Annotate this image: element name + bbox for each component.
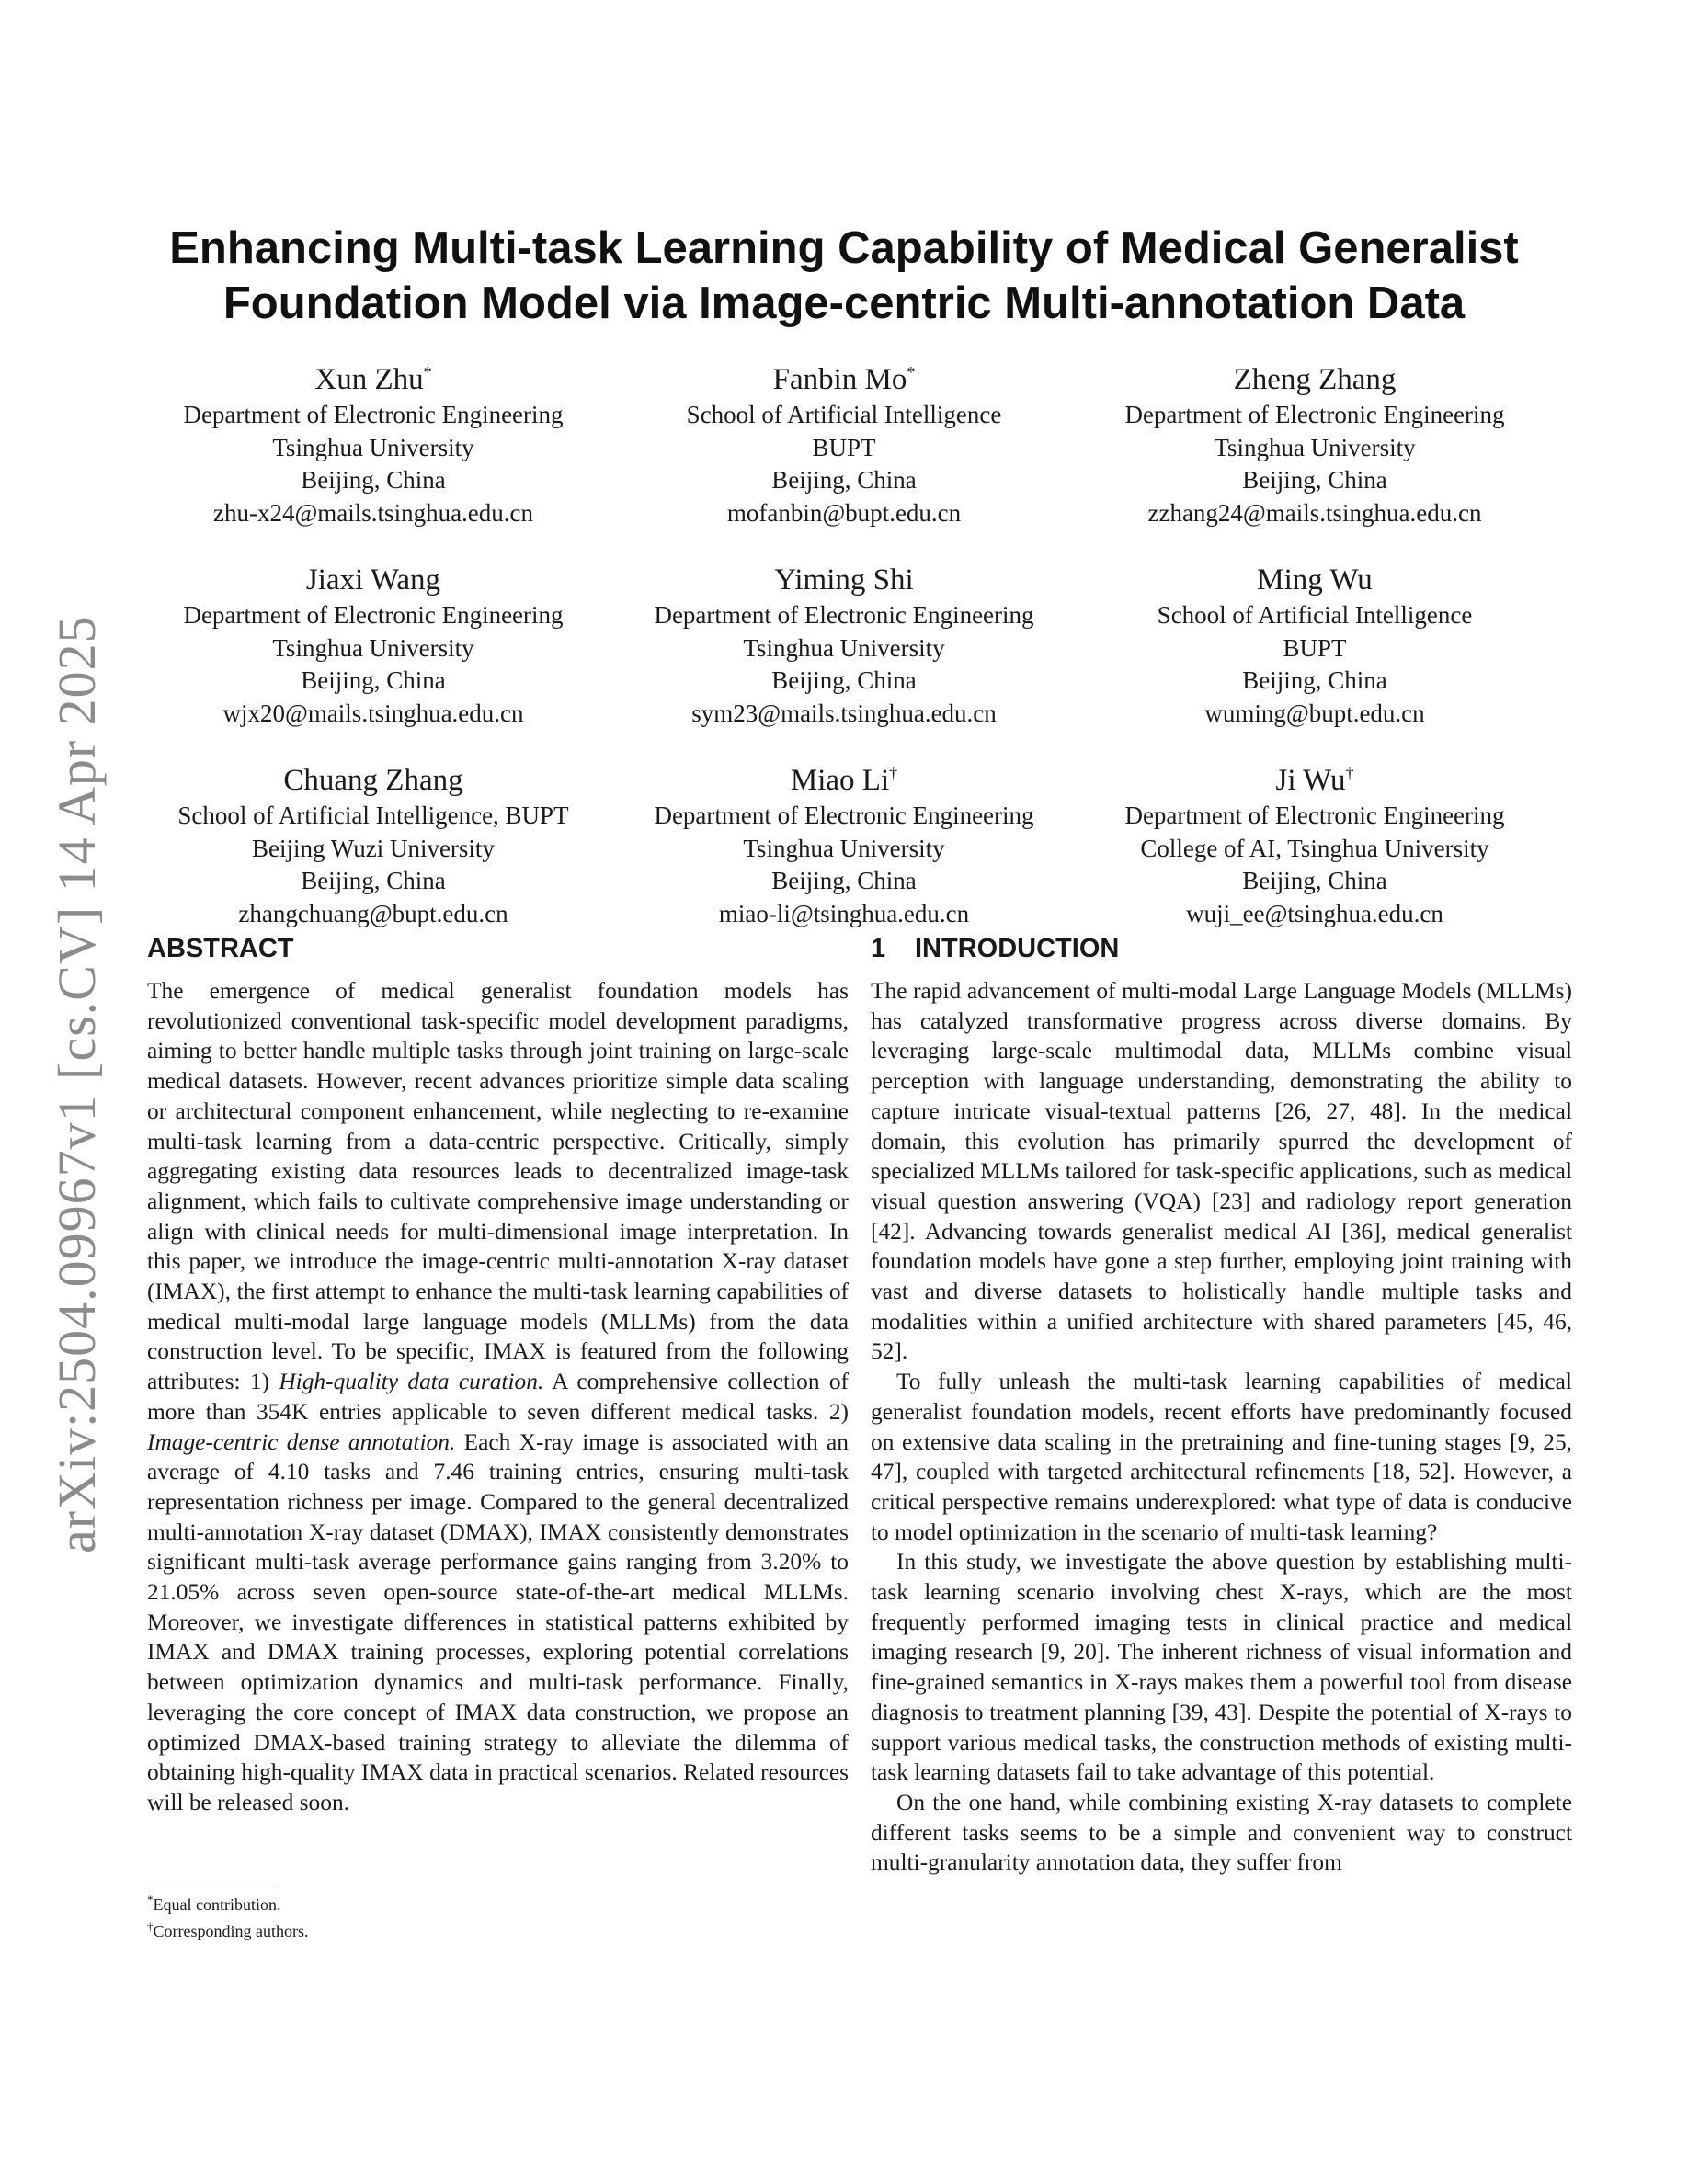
- arxiv-identifier: arXiv:2504.09967v1 [cs.CV] 14 Apr 2025: [47, 615, 107, 1553]
- author-block: [609, 555, 1079, 730]
- abstract-heading: ABSTRACT: [147, 934, 294, 963]
- author-institution: Tsinghua University: [272, 433, 474, 461]
- author-location: Beijing, China: [301, 666, 446, 694]
- author-email: wuji_ee@tsinghua.edu.cn: [1186, 899, 1443, 927]
- author-name: Jiaxi Wang: [305, 563, 441, 597]
- author-block: [1079, 756, 1550, 930]
- introduction-heading: 1 INTRODUCTION: [871, 934, 1120, 963]
- author-affiliation: Department of Electronic Engineering: [1124, 802, 1505, 829]
- author-block: [1079, 555, 1550, 730]
- intro-paragraph: To fully unleash the multi-task learning capabilities of medical generalist foundation models, recent efforts have predominantly focused on extensive data scaling in the pretraining and fine-tuning stages [9, 25, 47], coupled with targeted architectural refinements [18, 52]. However, a critical perspective remains underexplored: what type of data is conducive to model optimization in the scenario of multi-task learning?: [871, 1369, 1572, 1545]
- author-email: sym23@mails.tsinghua.edu.cn: [691, 699, 997, 727]
- author-affiliation: School of Artificial Intelligence: [686, 401, 1002, 428]
- abstract-column: [147, 932, 849, 1818]
- author-name: Ji Wu†: [1275, 764, 1354, 797]
- author-location: Beijing, China: [771, 867, 917, 894]
- author-block: [1079, 355, 1550, 529]
- intro-paragraph: On the one hand, while combining existing X-ray datasets to complete different tasks seems to be a simple and convenient way to construct multi-granularity annotation data, they suffer from: [871, 1789, 1572, 1876]
- author-email: wjx20@mails.tsinghua.edu.cn: [222, 699, 524, 727]
- author-name: Fanbin Mo*: [772, 363, 916, 396]
- author-institution: Tsinghua University: [1214, 433, 1416, 461]
- author-name: Zheng Zhang: [1233, 363, 1397, 396]
- footnotes: [147, 1883, 607, 1942]
- author-mark: †: [889, 764, 898, 782]
- author-institution: Tsinghua University: [743, 834, 945, 862]
- author-email: zhu-x24@mails.tsinghua.edu.cn: [212, 498, 534, 527]
- author-location: Beijing, China: [1242, 867, 1387, 894]
- author-institution: College of AI, Tsinghua University: [1140, 834, 1489, 862]
- author-institution: BUPT: [1283, 633, 1347, 662]
- author-name: Chuang Zhang: [283, 764, 463, 797]
- author-name: Miao Li†: [790, 764, 898, 797]
- author-block: [138, 756, 609, 930]
- author-grid: [138, 355, 1550, 930]
- author-email: zhangchuang@bupt.edu.cn: [238, 899, 508, 927]
- footnote-corresponding: †Corresponding authors.: [147, 1919, 309, 1940]
- author-location: Beijing, China: [771, 666, 917, 694]
- footnote-equal: *Equal contribution.: [147, 1893, 281, 1914]
- author-block: [138, 355, 609, 529]
- author-institution: BUPT: [812, 433, 876, 461]
- author-name: Xun Zhu*: [314, 363, 432, 396]
- paper-title: Enhancing Multi-task Learning Capability of Medical Generalist Foundation Model via Image-centric Multi-annotation Data: [169, 223, 1519, 328]
- author-location: Beijing, China: [301, 867, 446, 894]
- author-mark: †: [1345, 764, 1354, 782]
- author-email: zzhang24@mails.tsinghua.edu.cn: [1147, 498, 1482, 527]
- intro-paragraph: The rapid advancement of multi-modal Large Language Models (MLLMs) has catalyzed transformative progress across diverse domains. By leveraging large-scale multimodal data, MLLMs combine visual perception with language understanding, demonstrating the ability to capture intricate visual-textual patterns [26, 27, 48]. In the medical domain, this evolution has primarily spurred the development of specialized MLLMs tailored for task-specific applications, such as medical visual question answering (VQA) [23] and radiology report generation [42]. Advancing towards generalist medical AI [36], medical generalist foundation models have gone a step further, employing joint training with vast and diverse datasets to holistically handle multiple tasks and modalities within a unified architecture with shared parameters [45, 46, 52].: [871, 978, 1572, 1365]
- author-mark: *: [423, 363, 432, 381]
- author-affiliation: School of Artificial Intelligence, BUPT: [177, 802, 569, 829]
- author-institution: Beijing Wuzi University: [252, 834, 495, 862]
- author-location: Beijing, China: [771, 466, 917, 494]
- abstract-emphasis: Image-centric dense annotation.: [147, 1428, 456, 1455]
- author-block: [609, 756, 1079, 930]
- author-email: miao-li@tsinghua.edu.cn: [718, 899, 970, 927]
- author-institution: Tsinghua University: [743, 633, 945, 662]
- author-mark: *: [907, 363, 916, 381]
- author-affiliation: Department of Electronic Engineering: [183, 401, 564, 428]
- author-name: Ming Wu: [1257, 563, 1373, 597]
- author-affiliation: School of Artificial Intelligence: [1157, 601, 1473, 629]
- author-block: [138, 555, 609, 730]
- author-affiliation: Department of Electronic Engineering: [654, 802, 1034, 829]
- author-institution: Tsinghua University: [272, 633, 474, 662]
- intro-paragraph: In this study, we investigate the above question by establishing multi-task learning scenario involving chest X-rays, which are the most frequently performed imaging tests in clinical practice and medical imaging research [9, 20]. The inherent richness of visual information and fine-grained semantics in X-rays makes them a powerful tool from disease diagnosis to treatment planning [39, 43]. Despite the potential of X-rays to support various medical tasks, the construction methods of existing multi-task learning datasets fail to take advantage of this potential.: [871, 1549, 1572, 1786]
- author-location: Beijing, China: [1242, 466, 1387, 494]
- abstract-text: The emergence of medical generalist foundation models has revolutionized conventional task-specific model development paradigms, aiming to better handle multiple tasks through joint training on large-scale medical datasets. However, recent advances prioritize simple data scaling or architectural component enhancement, while neglecting to re-examine multi-task learning from a data-centric perspective. Critically, simply aggregating existing data resources leads to decentralized image-task alignment, which fails to cultivate comprehensive image understanding or align with clinical needs for multi-dimensional image interpretation. In this paper, we introduce the image-centric multi-annotation X-ray dataset (IMAX), the first attempt to enhance the multi-task learning capabilities of medical multi-modal large language models (MLLMs) from the data construction level. To be specific, IMAX is featured from the following attributes: 1) High-quality data curation. A comprehensive collection of more than 354K entries applicable to seven different medical tasks. 2) Image-centric dense annotation. Each X-ray image is associated with an average of 4.10 tasks and 7.46 training entries, ensuring multi-task representation richness per image. Compared to the general decentralized multi-annotation X-ray dataset (DMAX), IMAX consistently demonstrates significant multi-task average performance gains ranging from 3.20% to 21.05% across seven open-source state-of-the-art medical MLLMs. Moreover, we investigate differences in statistical patterns exhibited by IMAX and DMAX training processes, exploring potential correlations between optimization dynamics and multi-task performance. Finally, leveraging the core concept of IMAX data construction, we propose an optimized DMAX-based training strategy to alleviate the dilemma of obtaining high-quality IMAX data in practical scenarios. Related resources will be released soon.: [147, 978, 849, 1815]
- author-affiliation: Department of Electronic Engineering: [654, 601, 1034, 629]
- author-email: mofanbin@bupt.edu.cn: [726, 498, 962, 527]
- author-location: Beijing, China: [1242, 666, 1387, 694]
- abstract-emphasis: High-quality data curation.: [279, 1369, 544, 1395]
- author-affiliation: Department of Electronic Engineering: [1124, 401, 1505, 428]
- author-location: Beijing, China: [301, 466, 446, 494]
- author-block: [609, 355, 1079, 529]
- author-name: Yiming Shi: [774, 563, 914, 597]
- introduction-column: [871, 932, 1572, 1878]
- author-email: wuming@bupt.edu.cn: [1204, 699, 1425, 727]
- author-affiliation: Department of Electronic Engineering: [183, 601, 564, 629]
